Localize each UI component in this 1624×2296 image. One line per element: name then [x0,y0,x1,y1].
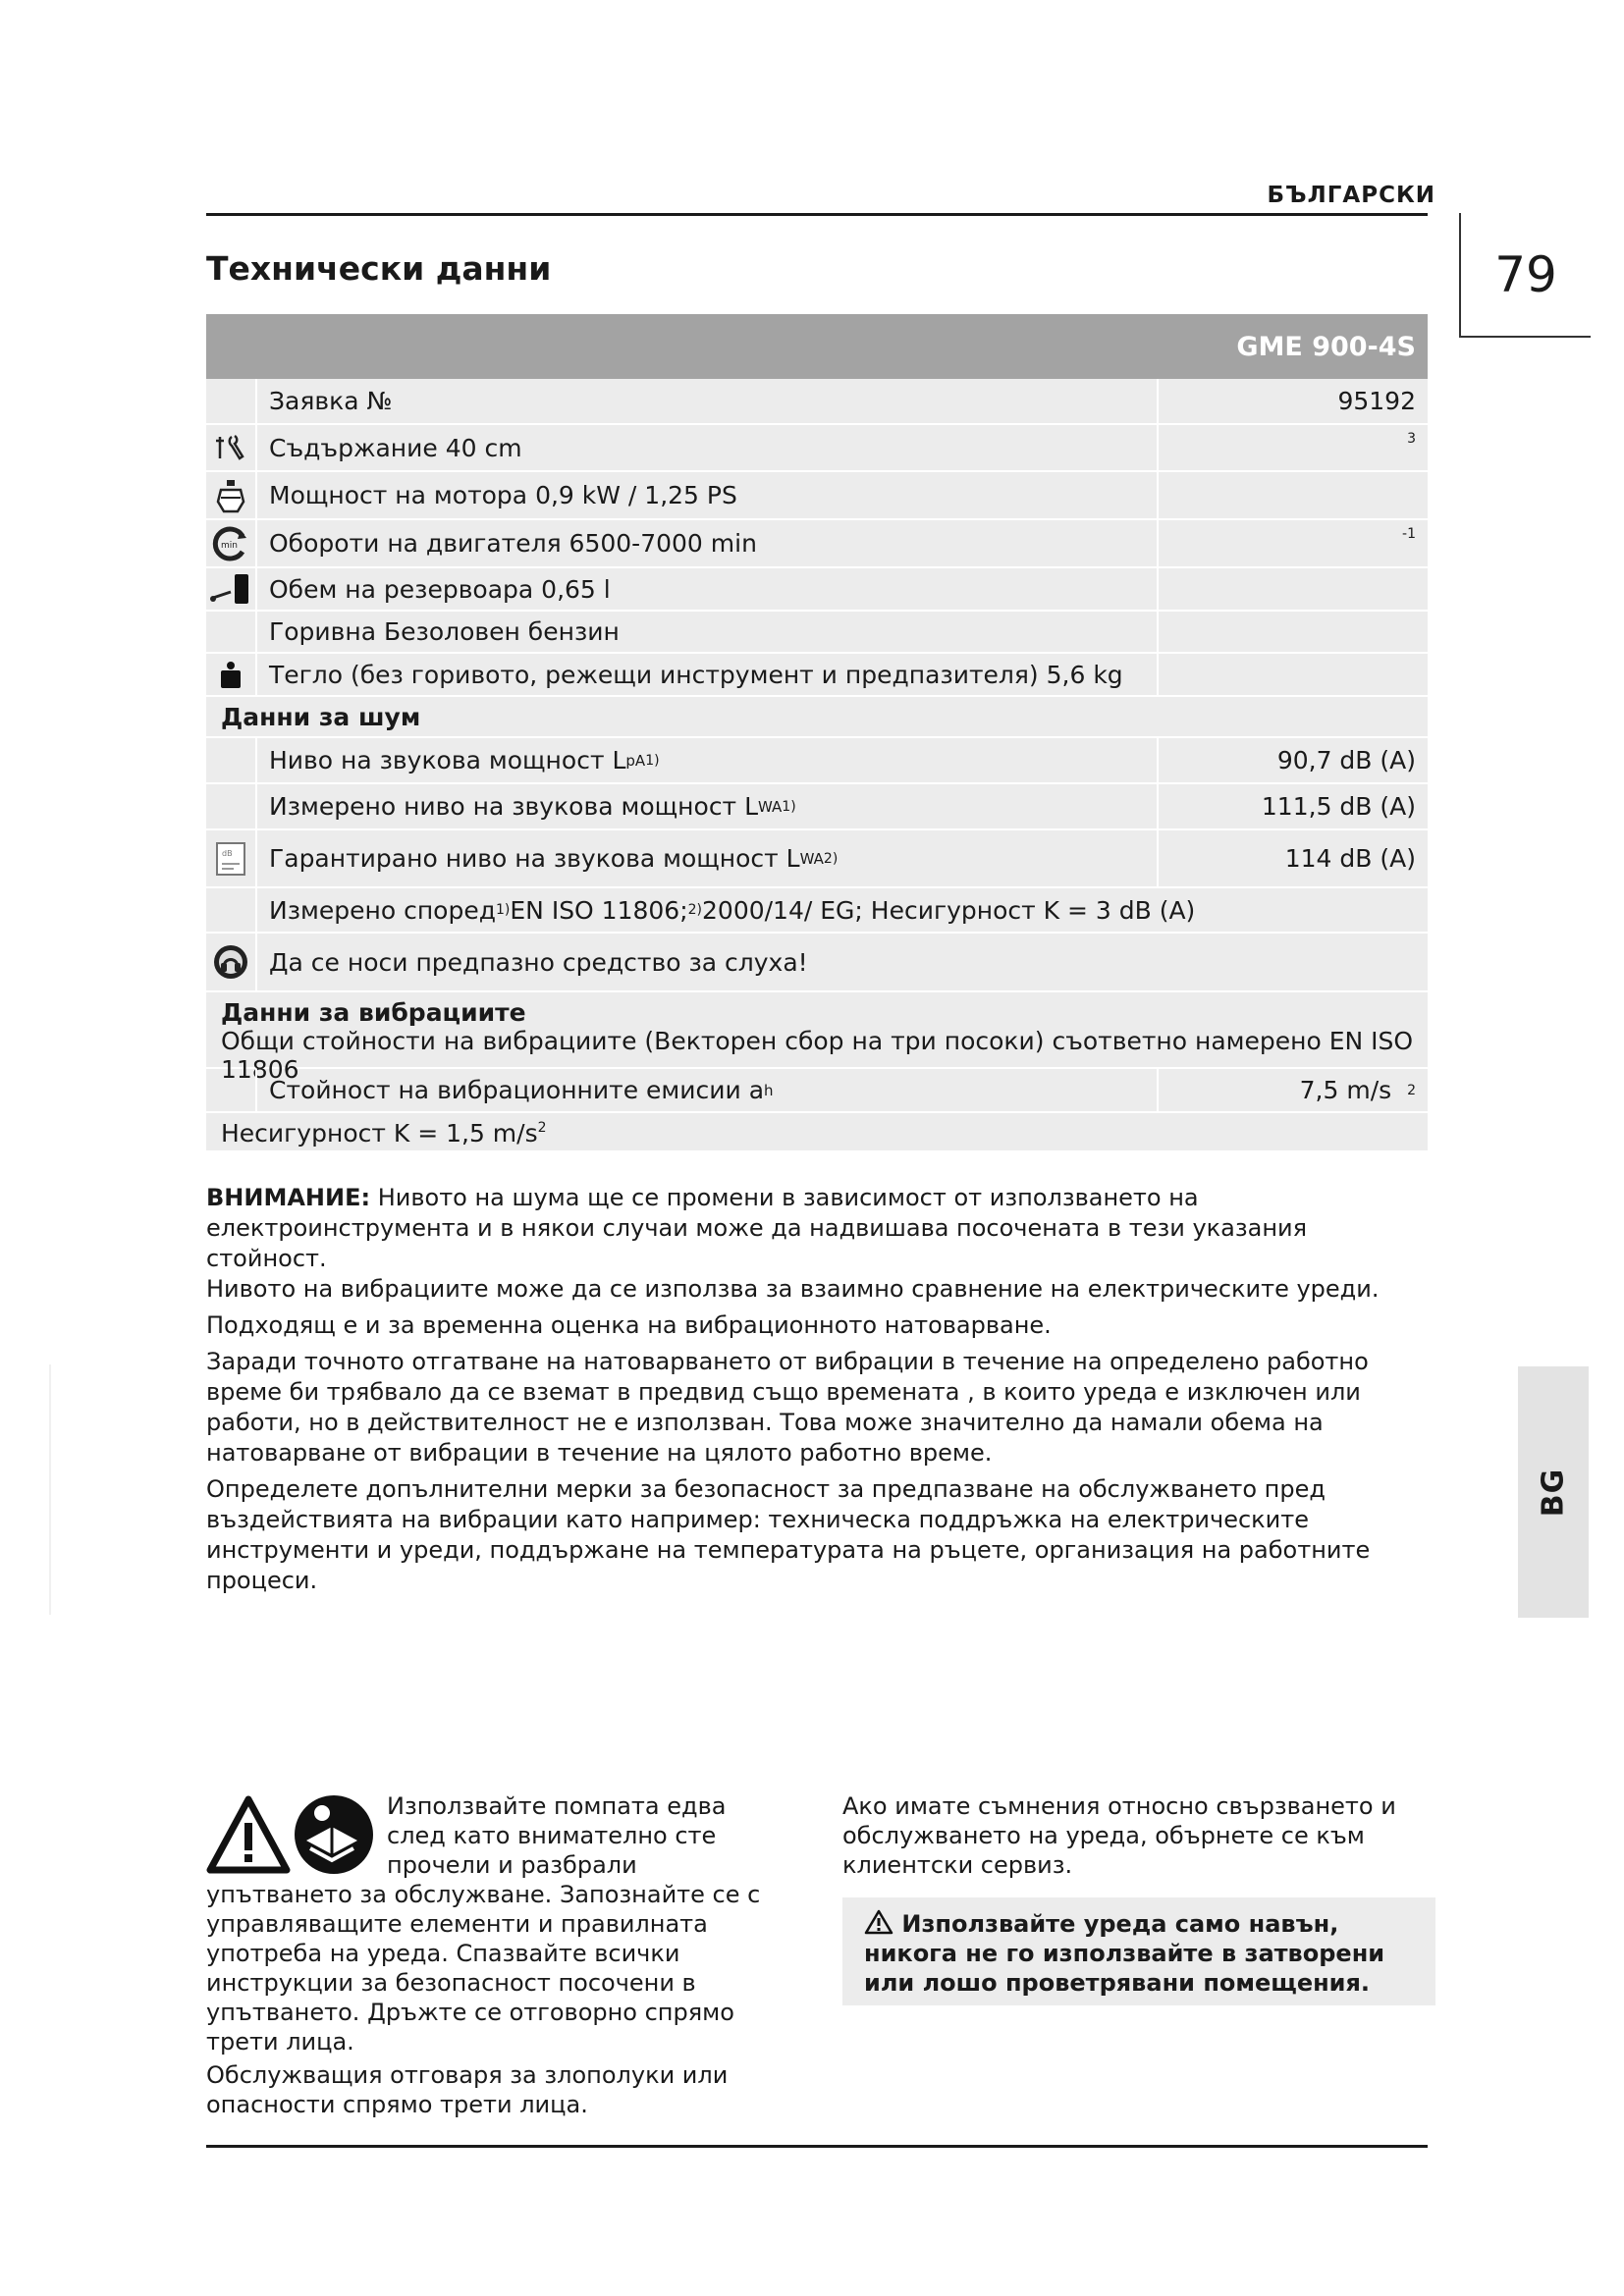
noise-sup: 2) [823,850,839,867]
vibration-description: Общи стойности на вибрациите (Векторен сбор на три посоки) съответно намерено EN ISO 11806 [221,1027,1414,1084]
measured-sup1: 1) [496,902,511,918]
row-icon-empty [206,784,257,828]
note-p1-text: Нивото на шума ще се промени в зависимост от използването на електроинструмента и в някои случаи може да надвишава посочената в тези указания стойност. [206,1184,1308,1272]
row-value-sup: 3 [1407,431,1416,447]
spec-table [206,314,1428,1152]
row-value [1159,612,1428,652]
language-code: BG [1536,1468,1571,1517]
table-row [206,472,1428,520]
engine-icon [206,472,257,518]
table-row [206,934,1428,992]
vibration-uncertainty-sup: 2 [537,1120,547,1136]
page-number: 79 [1459,213,1591,338]
wrench-icon [206,425,257,470]
vibration-value-sup: 2 [1407,1082,1416,1098]
svg-text:dB: dB [222,848,233,858]
note-p3: Заради точното отгатване на натоварването от вибрации в течение на определено работно време би трябвало да се вземат в предвид също времената , в които уреда е изключен или работи, но в действителност не е използван. Това може значително да намали обема на натоварване от вибрации в течение на цялото работно време. [206,1348,1369,1467]
row-label: Съдържание 40 cm [257,425,1159,470]
table-row [206,379,1428,425]
note-p2: Подходящ е и за временна оценка на вибрационното натоварване. [206,1311,1052,1339]
header-rule [206,213,1428,216]
measured-suffix: 2000/14/ EG; Несигурност K = 3 dB (A) [702,895,1196,925]
row-label: Горивна Безоловен бензин [257,612,1159,652]
row-label [257,830,1159,886]
page-title: Технически данни [206,249,552,288]
row-value-sup: -1 [1402,526,1416,542]
noise-sup: 1) [782,798,796,815]
table-row [206,784,1428,830]
row-label [257,784,1159,828]
noise-sub: WA [758,797,783,816]
table-row [206,612,1428,654]
row-icon-empty [206,1069,257,1111]
service-text: Ако имате съмнения относно свързването и обслужването на уреда, обърнете се към клиентски сервиз. [842,1792,1396,1879]
row-icon-empty [206,379,257,423]
warning-triangle-small-icon [864,1909,893,1935]
noise-label: Ниво на звукова мощност L [269,746,626,774]
table-row [206,830,1428,888]
sound-power-label-icon [206,830,257,886]
outdoor-caution-box [842,1897,1435,2005]
measured-sup2: 2) [687,902,703,918]
vibration-section-header [206,992,1428,1084]
row-icon-empty [206,738,257,782]
safety-text-1: Използвайте помпата едва след като внимателно сте прочели и разбрали упътването за обслужване. Запознайте се с управляващите елементи и правилната употреба на уреда. Спазвайте всички инструкции за безопасност посочени в упътването. Дръжте се отговорно спрямо трети лица. [206,1792,761,2056]
row-label [257,738,1159,782]
row-value: 114 dB (A) [1284,844,1416,873]
ear-protection-text: Да се носи предпазно средство за слуха! [269,947,808,977]
row-label: Тегло (без горивото, режещи инструмент и предпазителя) 5,6 kg [257,654,1159,695]
vibration-uncertainty: Несигурност K = 1,5 m/s [221,1119,538,1148]
noise-sub: WA [799,849,824,868]
table-row [206,425,1428,472]
noise-label: Измерено ниво на звукова мощност L [269,792,758,821]
row-label: Заявка № [257,379,1159,423]
noise-sub: pA [625,751,646,770]
note-p1b-text: Нивото на вибрациите може да се използва за взаимно сравнение на електрическите уреди. [206,1275,1380,1303]
vibration-title: Данни за вибрациите [221,998,526,1027]
warning-label: ВНИМАНИЕ: [206,1184,371,1211]
row-value [1159,654,1428,695]
noise-section-header [206,697,1428,738]
vibration-sub: h [764,1081,774,1099]
row-label: Мощност на мотора 0,9 kW / 1,25 PS [257,472,1159,518]
header-language: БЪЛГАРСКИ [1267,183,1435,208]
notes-block [206,1183,1434,1602]
row-label: Обем на резервоара 0,65 l [257,568,1159,610]
vibration-label: Стойност на вибрационните емисии a [269,1076,765,1104]
row-icon-empty [206,888,257,932]
table-row [206,888,1428,934]
note-p1 [206,1183,1434,1305]
vibration-value: 7,5 m/s [1299,1076,1392,1104]
row-value [1159,568,1428,610]
fuel-tank-icon [206,568,257,610]
table-row [206,1069,1428,1113]
measured-standard [257,888,1428,932]
safety-icons [206,1791,379,1878]
rpm-gauge-icon [206,520,257,566]
noise-label: Гарантирано ниво на звукова мощност L [269,844,800,873]
model-name: GME 900-4S [1236,331,1416,362]
measured-mid: EN ISO 11806; [510,895,688,925]
row-icon-empty [206,612,257,652]
warning-triangle-icon [210,1799,287,1870]
note-p4: Определете допълнителни мерки за безопасност за предпазване на обслужването пред въздействията на вибрации като например: техническа поддръжка на електрическите инструменти и уреди, поддържане на температурата на ръцете, организация на работните процеси. [206,1475,1371,1594]
safety-text-2: Обслужващия отговаря за злополуки или опасности спрямо трети лица. [206,2061,729,2118]
service-note [842,1791,1432,1880]
footer-rule [206,2145,1428,2148]
scan-margin-mark [49,1364,51,1615]
measured-prefix: Измерено според [269,895,496,925]
row-value [1159,472,1428,518]
row-value: 111,5 dB (A) [1261,792,1416,821]
read-manual-icon [295,1795,373,1874]
table-row [206,568,1428,612]
table-row [206,738,1428,784]
ear-protection-icon [206,934,257,990]
row-label [257,1069,1159,1111]
row-label: Обороти на двигателя 6500-7000 min [257,520,1159,566]
table-header [206,314,1428,379]
vibration-uncertainty-row [206,1113,1428,1152]
table-row [206,654,1428,697]
safety-instructions [206,1791,776,2123]
noise-title: Данни за шум [221,703,421,731]
caution-text: Използвайте уреда само навън, никога не го използвайте в затворени или лошо проветрявани помещения. [864,1910,1385,1997]
table-row [206,520,1428,568]
row-value: 95192 [1337,387,1416,415]
svg-text:min: min [221,540,238,551]
row-value [1159,1069,1428,1111]
noise-sup: 1) [645,752,660,769]
row-value: 90,7 dB (A) [1276,746,1416,774]
weight-icon [206,654,257,695]
language-side-tab [1518,1366,1589,1618]
